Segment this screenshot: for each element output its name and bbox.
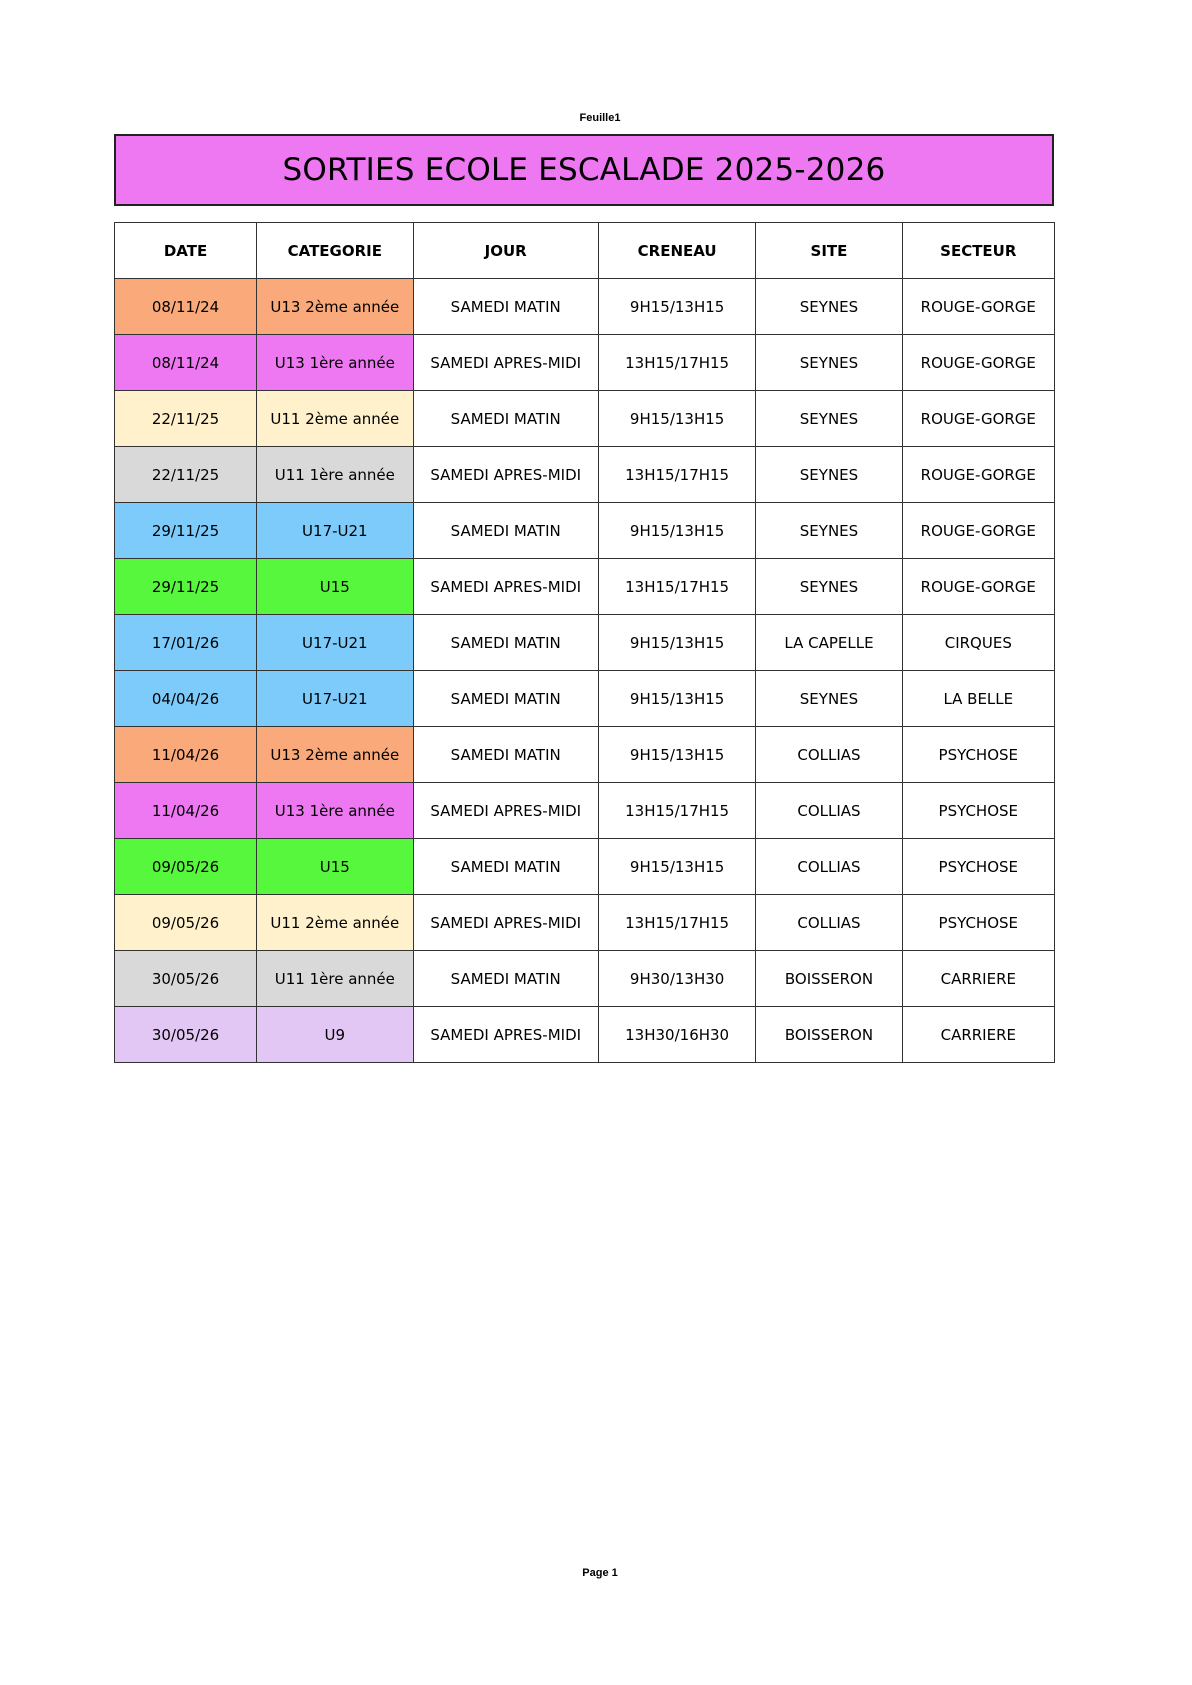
table-row <box>115 783 1055 839</box>
cell-date: 29/11/25 <box>115 559 257 615</box>
cell-site: SEYNES <box>756 503 902 559</box>
cell-creneau: 13H15/17H15 <box>598 783 756 839</box>
cell-secteur: ROUGE-GORGE <box>902 391 1054 447</box>
cell-creneau: 13H15/17H15 <box>598 559 756 615</box>
cell-site: BOISSERON <box>756 951 902 1007</box>
page-title: SORTIES ECOLE ESCALADE 2025-2026 <box>282 152 886 188</box>
cell-date: 11/04/26 <box>115 727 257 783</box>
cell-jour: SAMEDI APRES-MIDI <box>413 447 598 503</box>
cell-date: 11/04/26 <box>115 783 257 839</box>
cell-categorie: U11 2ème année <box>257 391 413 447</box>
cell-date: 17/01/26 <box>115 615 257 671</box>
cell-categorie: U15 <box>257 559 413 615</box>
cell-site: SEYNES <box>756 391 902 447</box>
cell-site: COLLIAS <box>756 783 902 839</box>
cell-secteur: ROUGE-GORGE <box>902 447 1054 503</box>
table-row <box>115 951 1055 1007</box>
table-row <box>115 391 1055 447</box>
cell-secteur: ROUGE-GORGE <box>902 559 1054 615</box>
schedule-table <box>114 222 1055 1063</box>
cell-jour: SAMEDI APRES-MIDI <box>413 895 598 951</box>
table-row <box>115 671 1055 727</box>
title-banner <box>114 134 1054 206</box>
schedule-body <box>115 279 1055 1063</box>
cell-creneau: 9H15/13H15 <box>598 615 756 671</box>
table-row <box>115 559 1055 615</box>
cell-site: SEYNES <box>756 335 902 391</box>
cell-secteur: PSYCHOSE <box>902 783 1054 839</box>
cell-site: COLLIAS <box>756 727 902 783</box>
cell-jour: SAMEDI MATIN <box>413 503 598 559</box>
cell-site: SEYNES <box>756 559 902 615</box>
cell-jour: SAMEDI MATIN <box>413 951 598 1007</box>
cell-site: BOISSERON <box>756 1007 902 1063</box>
cell-jour: SAMEDI APRES-MIDI <box>413 1007 598 1063</box>
cell-secteur: PSYCHOSE <box>902 895 1054 951</box>
cell-secteur: ROUGE-GORGE <box>902 503 1054 559</box>
cell-categorie: U11 1ère année <box>257 447 413 503</box>
table-row <box>115 447 1055 503</box>
cell-date: 08/11/24 <box>115 335 257 391</box>
cell-date: 08/11/24 <box>115 279 257 335</box>
header-row <box>115 223 1055 279</box>
cell-creneau: 13H30/16H30 <box>598 1007 756 1063</box>
cell-creneau: 9H15/13H15 <box>598 503 756 559</box>
column-header-date: DATE <box>115 223 257 279</box>
cell-jour: SAMEDI MATIN <box>413 279 598 335</box>
cell-categorie: U17-U21 <box>257 503 413 559</box>
column-header-categorie: CATEGORIE <box>257 223 413 279</box>
cell-secteur: CARRIERE <box>902 951 1054 1007</box>
cell-categorie: U11 2ème année <box>257 895 413 951</box>
cell-secteur: CARRIERE <box>902 1007 1054 1063</box>
cell-creneau: 9H30/13H30 <box>598 951 756 1007</box>
cell-date: 22/11/25 <box>115 391 257 447</box>
table-row <box>115 895 1055 951</box>
cell-categorie: U13 2ème année <box>257 727 413 783</box>
cell-categorie: U11 1ère année <box>257 951 413 1007</box>
sheet-name: Feuille1 <box>579 112 621 124</box>
cell-categorie: U13 1ère année <box>257 335 413 391</box>
cell-secteur: ROUGE-GORGE <box>902 279 1054 335</box>
cell-secteur: PSYCHOSE <box>902 727 1054 783</box>
column-header-site: SITE <box>756 223 902 279</box>
column-header-creneau: CRENEAU <box>598 223 756 279</box>
cell-site: COLLIAS <box>756 895 902 951</box>
table-row <box>115 839 1055 895</box>
column-header-secteur: SECTEUR <box>902 223 1054 279</box>
table-row <box>115 279 1055 335</box>
cell-site: SEYNES <box>756 671 902 727</box>
cell-jour: SAMEDI MATIN <box>413 839 598 895</box>
cell-jour: SAMEDI MATIN <box>413 391 598 447</box>
cell-site: COLLIAS <box>756 839 902 895</box>
cell-creneau: 9H15/13H15 <box>598 671 756 727</box>
cell-date: 04/04/26 <box>115 671 257 727</box>
cell-site: SEYNES <box>756 279 902 335</box>
cell-jour: SAMEDI APRES-MIDI <box>413 783 598 839</box>
cell-date: 22/11/25 <box>115 447 257 503</box>
cell-categorie: U13 1ère année <box>257 783 413 839</box>
cell-categorie: U17-U21 <box>257 671 413 727</box>
page-number: Page 1 <box>582 1567 618 1579</box>
cell-categorie: U15 <box>257 839 413 895</box>
cell-jour: SAMEDI MATIN <box>413 727 598 783</box>
cell-date: 29/11/25 <box>115 503 257 559</box>
cell-secteur: PSYCHOSE <box>902 839 1054 895</box>
cell-jour: SAMEDI APRES-MIDI <box>413 335 598 391</box>
cell-secteur: ROUGE-GORGE <box>902 335 1054 391</box>
cell-jour: SAMEDI MATIN <box>413 615 598 671</box>
cell-secteur: CIRQUES <box>902 615 1054 671</box>
cell-creneau: 9H15/13H15 <box>598 839 756 895</box>
cell-jour: SAMEDI MATIN <box>413 671 598 727</box>
cell-date: 30/05/26 <box>115 951 257 1007</box>
cell-creneau: 13H15/17H15 <box>598 447 756 503</box>
cell-date: 09/05/26 <box>115 895 257 951</box>
cell-categorie: U13 2ème année <box>257 279 413 335</box>
cell-site: SEYNES <box>756 447 902 503</box>
cell-creneau: 9H15/13H15 <box>598 391 756 447</box>
cell-secteur: LA BELLE <box>902 671 1054 727</box>
table-row <box>115 1007 1055 1063</box>
table-row <box>115 727 1055 783</box>
cell-date: 30/05/26 <box>115 1007 257 1063</box>
table-row <box>115 335 1055 391</box>
column-header-jour: JOUR <box>413 223 598 279</box>
cell-creneau: 9H15/13H15 <box>598 727 756 783</box>
table-row <box>115 503 1055 559</box>
cell-site: LA CAPELLE <box>756 615 902 671</box>
cell-creneau: 9H15/13H15 <box>598 279 756 335</box>
cell-categorie: U9 <box>257 1007 413 1063</box>
cell-date: 09/05/26 <box>115 839 257 895</box>
table-row <box>115 615 1055 671</box>
cell-categorie: U17-U21 <box>257 615 413 671</box>
cell-creneau: 13H15/17H15 <box>598 335 756 391</box>
cell-creneau: 13H15/17H15 <box>598 895 756 951</box>
cell-jour: SAMEDI APRES-MIDI <box>413 559 598 615</box>
